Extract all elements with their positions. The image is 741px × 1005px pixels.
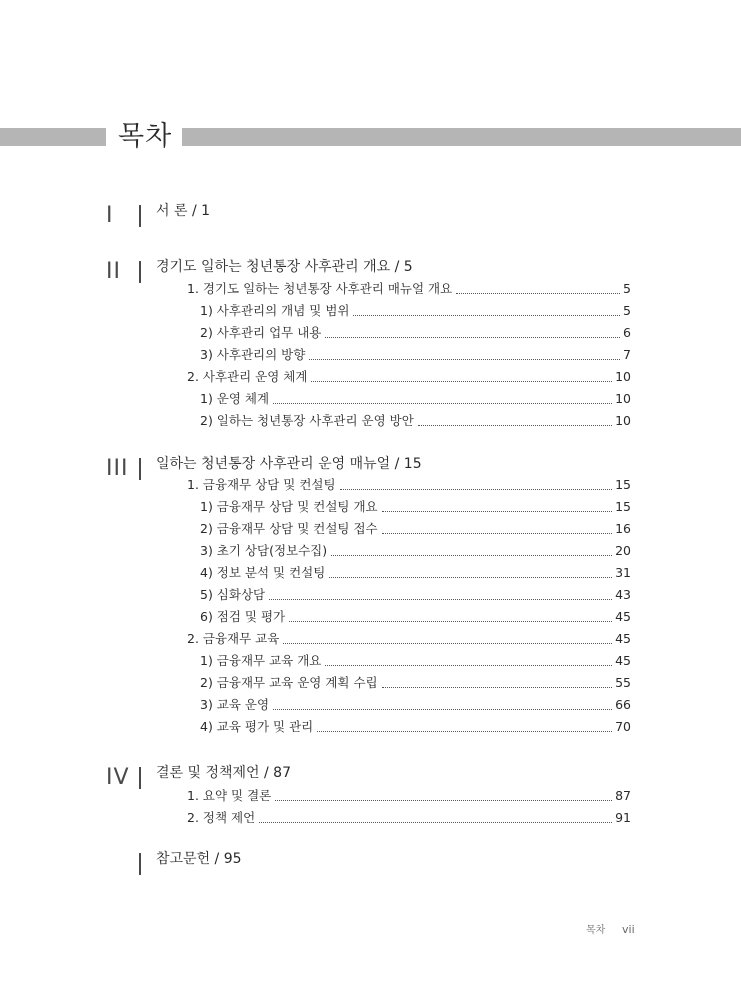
chapter-title[interactable]: 경기도 일하는 청년통장 사후관리 개요 / 5 <box>156 259 413 275</box>
toc-entry[interactable] <box>200 346 631 364</box>
chapter-divider <box>139 458 141 480</box>
toc-entry[interactable] <box>187 809 631 827</box>
toc-entry[interactable] <box>200 696 631 714</box>
toc-entry-page: 45 <box>615 631 631 646</box>
toc-entry-page: 6 <box>623 325 631 340</box>
toc-entry[interactable] <box>200 302 631 320</box>
toc-entry-label: 2) 금융재무 교육 운영 계획 수립 <box>200 675 378 690</box>
toc-entry[interactable] <box>200 324 631 342</box>
toc-entry[interactable] <box>200 498 631 516</box>
chapter-numeral: I <box>106 203 114 228</box>
dot-leader <box>418 425 612 426</box>
toc-entry[interactable] <box>200 520 631 538</box>
toc-entry-page: 5 <box>623 281 631 296</box>
dot-leader <box>456 293 620 294</box>
toc-entry-page: 43 <box>615 587 631 602</box>
toc-entry-page: 16 <box>615 521 631 536</box>
dot-leader <box>382 533 612 534</box>
toc-entry[interactable] <box>200 586 631 604</box>
dot-leader <box>283 643 612 644</box>
toc-entry[interactable] <box>200 652 631 670</box>
chapter-numeral: II <box>106 259 121 284</box>
toc-entry-label: 1) 사후관리의 개념 및 범위 <box>200 303 350 318</box>
toc-entry-label: 2) 사후관리 업무 내용 <box>200 325 322 340</box>
toc-entry-page: 31 <box>615 565 631 580</box>
toc-entry[interactable] <box>200 390 631 408</box>
chapter-title[interactable]: 참고문헌 / 95 <box>156 851 242 867</box>
dot-leader <box>340 489 613 490</box>
dot-leader <box>311 381 612 382</box>
toc-entry-label: 1) 금융재무 교육 개요 <box>200 653 322 668</box>
chapter-divider <box>139 853 141 875</box>
chapter-divider <box>139 261 141 283</box>
toc-entry[interactable] <box>200 564 631 582</box>
toc-entry[interactable] <box>200 674 631 692</box>
toc-entry-label: 1. 요약 및 결론 <box>187 788 272 803</box>
toc-entry[interactable] <box>187 280 631 298</box>
chapter-divider <box>139 767 141 789</box>
toc-entry-label: 1) 운영 체계 <box>200 391 270 406</box>
toc-entry-label: 4) 정보 분석 및 컨설팅 <box>200 565 326 580</box>
toc-entry-page: 45 <box>615 609 631 624</box>
toc-entry[interactable] <box>187 368 631 386</box>
toc-entry-label: 2. 정책 제언 <box>187 810 256 825</box>
dot-leader <box>259 822 612 823</box>
toc-entry-label: 1) 금융재무 상담 및 컨설팅 개요 <box>200 499 378 514</box>
toc-entry-page: 10 <box>615 413 631 428</box>
toc-entry[interactable] <box>187 787 631 805</box>
toc-entry-page: 15 <box>615 477 631 492</box>
toc-entry-page: 5 <box>623 303 631 318</box>
toc-entry-label: 5) 심화상담 <box>200 587 266 602</box>
dot-leader <box>317 731 612 732</box>
toc-entry[interactable] <box>187 476 631 494</box>
toc-entry[interactable] <box>200 608 631 626</box>
toc-entry-label: 1. 경기도 일하는 청년통장 사후관리 매뉴얼 개요 <box>187 281 453 296</box>
toc-entry[interactable] <box>200 412 631 430</box>
toc-entry-label: 1. 금융재무 상담 및 컨설팅 <box>187 477 336 492</box>
chapter-title[interactable]: 일하는 청년통장 사후관리 운영 매뉴얼 / 15 <box>156 456 422 472</box>
dot-leader <box>273 709 612 710</box>
dot-leader <box>382 511 612 512</box>
toc-entry-page: 15 <box>615 499 631 514</box>
dot-leader <box>382 687 612 688</box>
toc-entry-page: 7 <box>623 347 631 362</box>
dot-leader <box>289 621 612 622</box>
toc-entry-label: 4) 교육 평가 및 관리 <box>200 719 314 734</box>
dot-leader <box>329 577 612 578</box>
toc-entry-page: 20 <box>615 543 631 558</box>
toc-entry[interactable] <box>200 542 631 560</box>
footer-section-label: 목차 <box>586 925 606 936</box>
page-title: 목차 <box>118 121 173 152</box>
dot-leader <box>353 315 620 316</box>
dot-leader <box>309 359 620 360</box>
toc-entry-page: 87 <box>615 788 631 803</box>
toc-entry-label: 6) 점검 및 평가 <box>200 609 286 624</box>
dot-leader <box>325 665 612 666</box>
toc-entry-page: 10 <box>615 391 631 406</box>
dot-leader <box>275 800 612 801</box>
dot-leader <box>325 337 620 338</box>
toc-entry-label: 2) 금융재무 상담 및 컨설팅 접수 <box>200 521 378 536</box>
chapter-numeral: IV <box>106 765 130 790</box>
toc-entry-label: 3) 초기 상담(정보수집) <box>200 543 328 558</box>
toc-entry-page: 10 <box>615 369 631 384</box>
footer-page-number: vii <box>622 923 635 936</box>
toc-entry[interactable] <box>200 718 631 736</box>
header-bar-left <box>0 128 106 146</box>
header-bar-right <box>182 128 741 146</box>
toc-entry-page: 66 <box>615 697 631 712</box>
toc-entry-label: 2) 일하는 청년통장 사후관리 운영 방안 <box>200 413 414 428</box>
toc-entry-label: 3) 교육 운영 <box>200 697 270 712</box>
toc-entry[interactable] <box>187 630 631 648</box>
toc-entry-page: 45 <box>615 653 631 668</box>
toc-entry-label: 2. 사후관리 운영 체계 <box>187 369 308 384</box>
dot-leader <box>269 599 612 600</box>
toc-entry-page: 55 <box>615 675 631 690</box>
toc-entry-page: 70 <box>615 719 631 734</box>
toc-entry-label: 3) 사후관리의 방향 <box>200 347 306 362</box>
toc-entry-label: 2. 금융재무 교육 <box>187 631 280 646</box>
dot-leader <box>331 555 612 556</box>
chapter-numeral: III <box>106 456 129 481</box>
toc-entry-page: 91 <box>615 810 631 825</box>
dot-leader <box>273 403 612 404</box>
chapter-title[interactable]: 결론 및 정책제언 / 87 <box>156 765 291 781</box>
chapter-title[interactable]: 서 론 / 1 <box>156 203 211 219</box>
chapter-divider <box>139 205 141 227</box>
